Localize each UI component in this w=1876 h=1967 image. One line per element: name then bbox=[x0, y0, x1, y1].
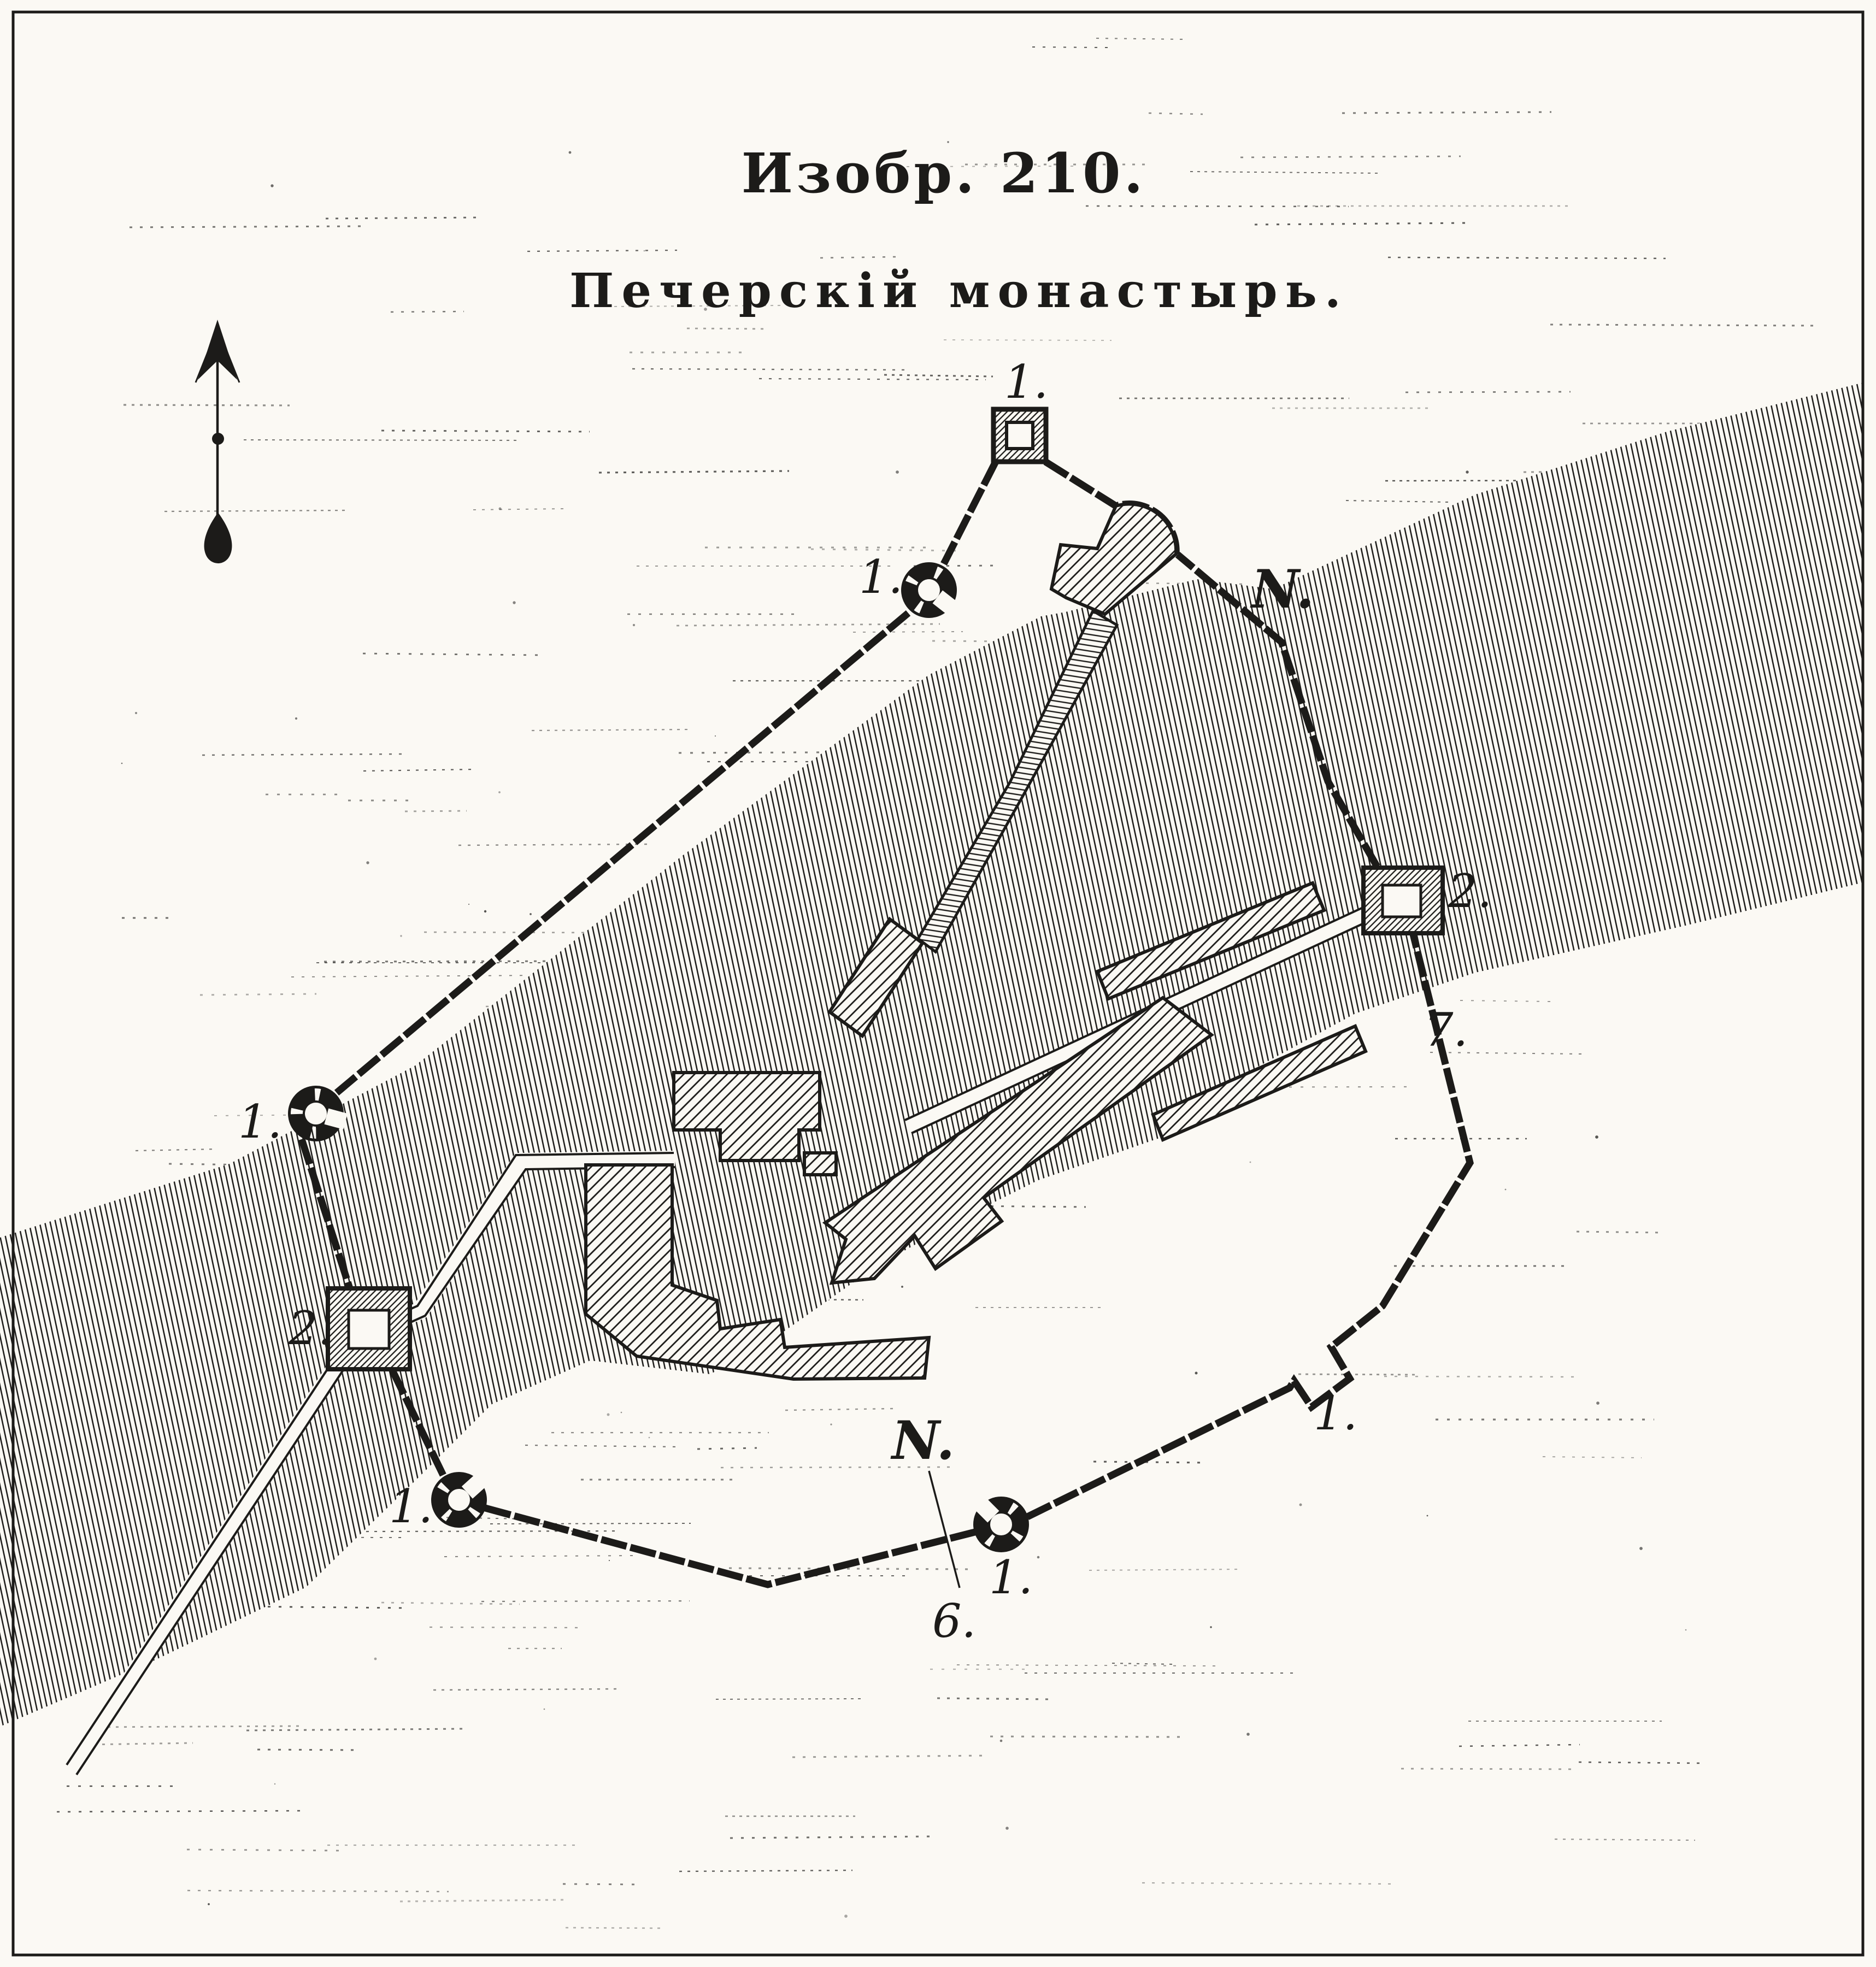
gate-west bbox=[328, 1288, 410, 1369]
label-slope-foot-south: N. bbox=[892, 1410, 955, 1471]
building-small-annex bbox=[804, 1153, 836, 1175]
label-point-six: 6. bbox=[932, 1594, 977, 1648]
label-gate-east: 2. bbox=[1448, 864, 1492, 918]
label-tower-northwest: 1. bbox=[859, 550, 903, 604]
label-east-wall: 7. bbox=[1424, 1003, 1468, 1057]
gate-east bbox=[1363, 868, 1443, 933]
label-bastion-southeast: 1. bbox=[1314, 1387, 1358, 1440]
label-tower-southwest: 1. bbox=[389, 1480, 433, 1533]
tower-north bbox=[993, 409, 1046, 462]
figure-title: Печерскій монастырь. bbox=[569, 263, 1349, 319]
label-gate-west: 2. bbox=[289, 1301, 333, 1355]
label-tower-south: 1. bbox=[989, 1551, 1033, 1604]
figure-number: Изобр. 210. bbox=[741, 141, 1146, 205]
label-slope-crest-north: N. bbox=[1251, 558, 1315, 620]
label-tower-north: 1. bbox=[1004, 355, 1049, 409]
label-tower-west: 1. bbox=[238, 1095, 283, 1149]
